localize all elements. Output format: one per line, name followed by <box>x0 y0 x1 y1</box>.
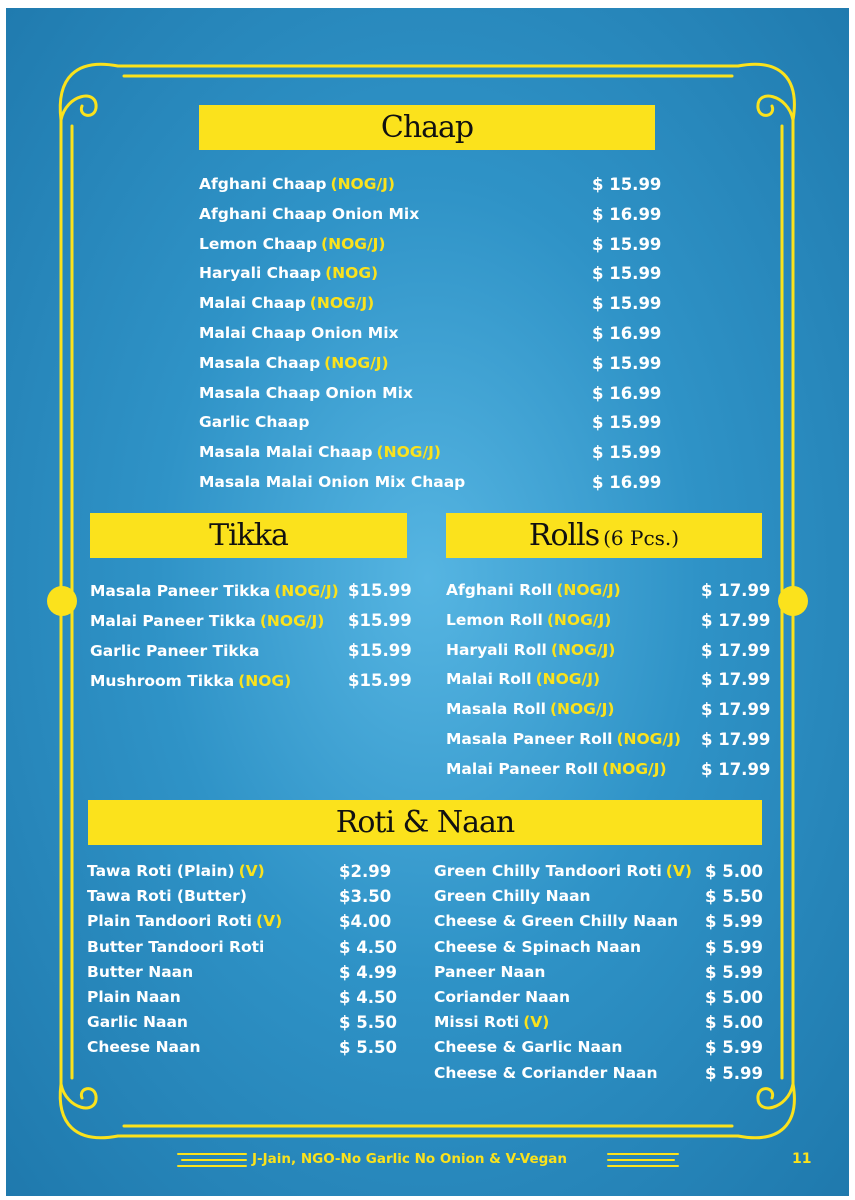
item-price: $ 17.99 <box>701 670 771 690</box>
item-name: Masala Malai Onion Mix Chaap <box>199 472 466 491</box>
item-name: Butter Tandoori Roti <box>87 937 265 956</box>
item-name: Malai Paneer Tikka <box>90 612 256 630</box>
menu-item <box>199 438 662 468</box>
item-tag: (NOG/J) <box>321 234 386 253</box>
item-name: Afghani Chaap Onion Mix <box>199 204 420 223</box>
item-price: $ 17.99 <box>701 640 771 660</box>
item-price: $ 15.99 <box>592 294 662 314</box>
item-name: Cheese & Spinach Naan <box>434 937 642 956</box>
item-tag: (NOG/J) <box>259 612 325 630</box>
item-name: Cheese Naan <box>87 1038 201 1057</box>
item-name: Plain Naan <box>87 987 181 1006</box>
menu-item <box>199 379 662 409</box>
item-name: Cheese & Coriander Naan <box>434 1063 658 1082</box>
item-tag: (V) <box>523 1013 550 1032</box>
item-price: $ 5.99 <box>705 962 763 982</box>
item-price: $15.99 <box>348 581 412 600</box>
item-name: Green Chilly Tandoori Roti <box>434 862 662 880</box>
item-tag: (NOG/J) <box>602 759 667 778</box>
item-name: Malai Paneer Roll <box>446 759 599 778</box>
menu-item <box>87 859 397 884</box>
menu-item <box>434 960 764 985</box>
tikka-title: Tikka <box>209 518 288 553</box>
item-price: $ 5.99 <box>705 1038 763 1058</box>
tikka-list <box>90 576 410 696</box>
menu-item <box>199 408 662 438</box>
item-name: Cheese & Garlic Naan <box>434 1038 623 1057</box>
item-price: $ 5.99 <box>705 937 763 957</box>
item-tag: (NOG) <box>238 672 292 690</box>
item-name: Tawa Roti (Butter) <box>87 887 247 906</box>
menu-item <box>199 289 662 319</box>
item-price: $15.99 <box>348 611 412 630</box>
menu-item <box>199 230 662 260</box>
item-name: Malai Chaap Onion Mix <box>199 323 399 342</box>
rolls-heading <box>446 513 762 558</box>
item-name: Cheese & Green Chilly Naan <box>434 912 679 931</box>
menu-item <box>87 1035 397 1060</box>
item-name: Plain Tandoori Roti <box>87 912 252 931</box>
footer-legend: J-Jain, NGO-No Garlic No Onion & V-Vegan <box>252 1151 567 1167</box>
menu-item <box>90 606 410 636</box>
item-price: $2.99 <box>339 862 392 881</box>
item-price: $ 17.99 <box>701 700 771 720</box>
menu-item <box>446 606 771 636</box>
chaap-heading <box>199 105 655 150</box>
menu-item <box>90 576 410 606</box>
item-name: Mushroom Tikka <box>90 672 235 690</box>
menu-item <box>434 985 764 1010</box>
item-price: $3.50 <box>339 887 392 907</box>
item-name: Butter Naan <box>87 962 194 981</box>
menu-item <box>446 576 771 606</box>
item-price: $ 15.99 <box>592 234 662 254</box>
roti-naan-left-list <box>87 859 397 1061</box>
menu-item <box>446 665 771 695</box>
item-name: Masala Chaap <box>199 353 321 372</box>
item-price: $4.00 <box>339 912 392 932</box>
menu-item <box>90 636 410 666</box>
rolls-title: Rolls <box>528 518 600 553</box>
item-price: $ 15.99 <box>592 413 662 433</box>
item-name: Garlic Naan <box>87 1013 188 1032</box>
item-tag: (V) <box>256 912 283 931</box>
item-name: Masala Malai Chaap <box>199 443 373 462</box>
menu-item <box>199 200 662 230</box>
item-name: Lemon Roll <box>446 610 543 629</box>
item-price: $ 5.00 <box>705 1013 763 1033</box>
footer <box>6 1148 849 1172</box>
item-price: $ 4.50 <box>339 987 397 1007</box>
menu-page <box>6 8 849 1196</box>
menu-item <box>446 755 771 785</box>
item-price: $ 4.99 <box>339 962 397 982</box>
item-tag: (NOG/J) <box>330 175 395 193</box>
item-price: $ 5.50 <box>339 1038 397 1058</box>
item-price: $15.99 <box>348 641 412 660</box>
menu-item <box>199 349 662 379</box>
menu-item <box>434 884 764 909</box>
item-tag: (NOG/J) <box>550 640 616 659</box>
item-name: Masala Chaap Onion Mix <box>199 383 413 402</box>
menu-item <box>434 909 764 934</box>
item-price: $ 15.99 <box>592 264 662 284</box>
rolls-list <box>446 576 771 785</box>
item-name: Garlic Paneer Tikka <box>90 642 260 660</box>
chaap-title: Chaap <box>380 110 474 145</box>
roti-naan-title: Roti & Naan <box>335 805 515 840</box>
menu-item <box>87 985 397 1010</box>
item-tag: (NOG/J) <box>309 294 375 313</box>
item-price: $ 5.50 <box>705 887 763 907</box>
page-number: 11 <box>792 1151 812 1167</box>
item-name: Haryali Chaap <box>199 264 322 283</box>
item-tag: (NOG/J) <box>324 353 389 372</box>
item-tag: (NOG/J) <box>549 700 615 719</box>
item-name: Malai Chaap <box>199 294 306 313</box>
menu-item <box>87 909 397 934</box>
rolls-subtitle: (6 Pcs.) <box>603 525 680 550</box>
item-tag: (NOG/J) <box>546 610 612 629</box>
item-price: $ 17.99 <box>701 759 771 779</box>
menu-item <box>434 935 764 960</box>
item-tag: (NOG/J) <box>535 670 601 689</box>
item-price: $ 5.99 <box>705 1063 763 1083</box>
item-tag: (NOG/J) <box>376 443 441 462</box>
item-price: $ 15.99 <box>592 175 662 194</box>
item-price: $ 16.99 <box>592 383 662 403</box>
item-name: Tawa Roti (Plain) <box>87 862 235 880</box>
item-price: $ 16.99 <box>592 472 662 492</box>
menu-item <box>434 1061 764 1086</box>
menu-item <box>87 1010 397 1035</box>
item-tag: (NOG/J) <box>274 582 339 600</box>
menu-item <box>446 695 771 725</box>
menu-item <box>87 960 397 985</box>
item-name: Missi Roti <box>434 1013 520 1032</box>
menu-item <box>87 935 397 960</box>
item-price: $ 15.99 <box>592 443 662 463</box>
item-tag: (NOG) <box>325 264 379 283</box>
chaap-list <box>199 170 662 498</box>
menu-item <box>434 1035 764 1060</box>
roti-naan-right-list <box>434 859 764 1086</box>
roti-naan-heading <box>88 800 762 845</box>
menu-item <box>87 884 397 909</box>
item-price: $ 16.99 <box>592 323 662 343</box>
item-price: $ 5.00 <box>705 987 763 1007</box>
menu-item <box>199 259 662 289</box>
item-name: Afghani Roll <box>446 581 553 599</box>
item-name: Malai Roll <box>446 670 532 689</box>
menu-item <box>199 319 662 349</box>
item-price: $ 16.99 <box>592 204 662 224</box>
item-name: Garlic Chaap <box>199 413 310 432</box>
item-name: Afghani Chaap <box>199 175 327 193</box>
item-name: Green Chilly Naan <box>434 887 591 906</box>
item-price: $ 17.99 <box>701 581 771 600</box>
item-tag: (NOG/J) <box>616 729 681 748</box>
item-name: Haryali Roll <box>446 640 547 659</box>
item-price: $ 17.99 <box>701 729 771 749</box>
item-tag: (V) <box>665 862 692 880</box>
menu-item <box>446 636 771 666</box>
item-tag: (V) <box>238 862 265 880</box>
item-tag: (NOG/J) <box>556 581 621 599</box>
item-price: $ 5.99 <box>705 912 763 932</box>
item-name: Masala Paneer Tikka <box>90 582 271 600</box>
tikka-heading <box>90 513 407 558</box>
item-price: $ 5.00 <box>705 862 763 881</box>
item-name: Lemon Chaap <box>199 234 318 253</box>
item-name: Paneer Naan <box>434 962 546 981</box>
menu-item <box>90 666 410 696</box>
item-price: $ 17.99 <box>701 610 771 630</box>
menu-item <box>434 1010 764 1035</box>
item-name: Masala Roll <box>446 700 546 719</box>
menu-item <box>199 170 662 200</box>
item-price: $15.99 <box>348 671 412 690</box>
item-name: Coriander Naan <box>434 987 571 1006</box>
menu-item <box>446 725 771 755</box>
item-name: Masala Paneer Roll <box>446 729 613 748</box>
item-price: $ 5.50 <box>339 1013 397 1033</box>
item-price: $ 15.99 <box>592 353 662 373</box>
item-price: $ 4.50 <box>339 937 397 957</box>
menu-item <box>199 468 662 498</box>
menu-item <box>434 859 764 884</box>
